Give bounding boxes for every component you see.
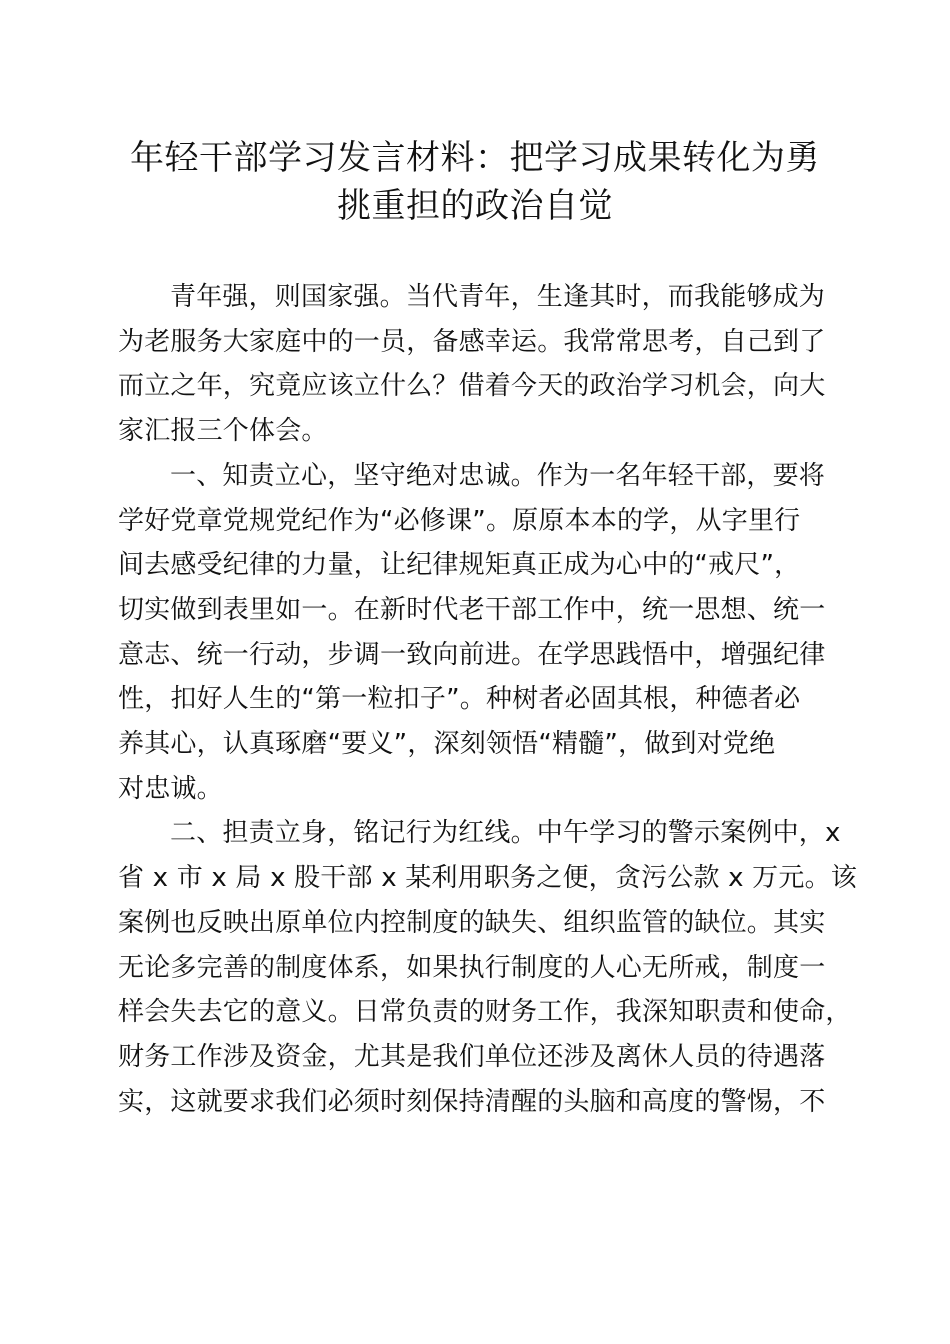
text-line: 样会失去它的意义。日常负责的财务工作，我深知职责和使命， [118,997,852,1028]
document-body [118,275,857,1124]
text-line: 意志、统一行动，步调一致向前进。在学思践悟中，增强纪律 [118,639,826,670]
paragraph-section-two [118,811,857,1124]
text-line: 切实做到表里如一。在新时代老干部工作中，统一思想、统一 [118,594,826,625]
text-line: 省 x 市 x 局 x 股干部 x 某利用职务之便，贪污公款 x 万元。该 [118,863,857,894]
text-line: 家汇报三个体会。 [118,416,328,447]
text-line: 青年强，则国家强。当代青年，生逢其时，而我能够成为 [170,282,826,312]
text-line: 对忠诚。 [118,773,223,804]
title-line: 挑重担的政治自觉 [337,186,613,226]
text-line: 间去感受纪律的力量，让纪律规矩真正成为心中的“戒尺”， [118,550,801,581]
text-line: 案例也反映出原单位内控制度的缺失、组织监管的缺位。其实 [118,907,826,938]
text-line: 养其心，认真琢磨“要义”，深刻领悟“精髓”，做到对党绝 [118,729,776,760]
text-line: 而立之年，究竟应该立什么？借着今天的政治学习机会，向大 [118,371,826,402]
paragraph-section-one [118,454,838,812]
text-line: 无论多完善的制度体系，如果执行制度的人心无所戒，制度一 [118,952,826,983]
document-title [60,134,890,230]
text-line: 性，扣好人生的“第一粒扣子”。种树者必固其根，种德者必 [118,684,801,715]
text-line: 财务工作涉及资金，尤其是我们单位还涉及离休人员的待遇落 [118,1041,826,1072]
title-line: 年轻干部学习发言材料：把学习成果转化为勇 [130,138,820,178]
text-line: 为老服务大家庭中的一员，备感幸运。我常常思考，自己到了 [118,326,826,357]
text-line: 实，这就要求我们必须时刻保持清醒的头脑和高度的警惕，不 [118,1086,826,1117]
text-line: 学好党章党规党纪作为“必修课”。原原本本的学，从字里行 [118,505,801,536]
text-line: 一、知责立心，坚守绝对忠诚。作为一名年轻干部，要将 [170,460,826,491]
text-line: 二、担责立身，铭记行为红线。中午学习的警示案例中，x [170,818,841,849]
paragraph-intro [118,275,838,454]
